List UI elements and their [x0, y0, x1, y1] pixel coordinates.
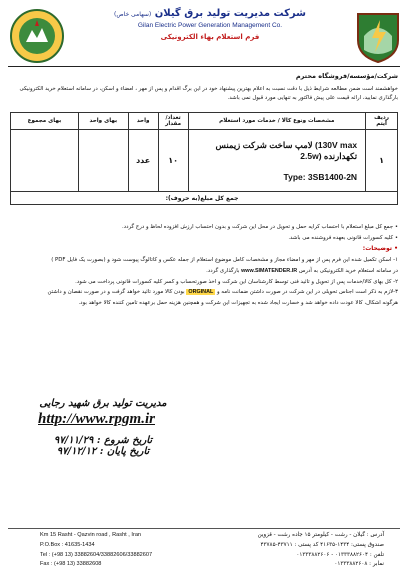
intro-paragraph: خواهشمند است ضمن مطالعه شرایط ذیل با دقت نسبت به اعلام بهترین پیشنهاد خود در این برگ اقدام و پس از مهر ، امضاء و اسکن، در سامانه استعلام خرید الکترونیکی بارگذاری نمایید، ارائه قیمت علی پیش فاکتور به تنهایی مورد قبول نمی باشد.: [19, 86, 398, 102]
footer-fa-tel: تلفن : ۰۱۳۳۳۸۸۲۶۰۴ - ۰۱۳۳۳۸۸۲۶۰۶: [296, 551, 384, 558]
handwritten-annotation: [38, 398, 168, 457]
header-divider: [8, 66, 400, 67]
note-2: ۲- کل بهای کالا/خدمات پس از تحویل و تائید فنی توسط کارشناسان این شرکت و اخذ صورتحساب و کسر کلیه کسورات قانونی پرداخت می شود.: [75, 278, 398, 285]
col-total-header: بهای مجموع: [11, 113, 79, 130]
letterhead: [70, 8, 350, 41]
item-description-line1: لامپ ساخت شرکت زیمنس (130V max 2.5w) تکهدارنده: [215, 139, 358, 161]
footer-fa-fax: نمابر : ۰۱۳۳۳۸۸۲۶۰۸: [334, 561, 384, 568]
note-3a: ۳-لازم به ذکر است اجناس تحویلی در این شرکت در صورت داشتن ضمانت نامه و ORGINAL بودن کالا مورد تائید خواهد گرفت و در صورت نقصان و داشتن: [47, 289, 398, 296]
company-logo: [8, 6, 66, 66]
power-generation-logo: [354, 6, 402, 66]
footer-en-address: Km 15 Rasht - Qazvin road , Rasht , Iran: [40, 532, 142, 538]
col-row-header: ردیف آیتم: [366, 113, 398, 130]
footer-divider: [8, 528, 400, 529]
item-type-line: Type: 3SB1400-2N: [283, 171, 358, 182]
handwritten-url: http://www.rpgm.ir: [38, 411, 155, 427]
handwritten-org-name: مدیریت تولید برق شهید رجایی: [39, 398, 167, 409]
footer-en-pobox: P.O.Box : 41635-1434: [40, 541, 95, 548]
sum-in-words-cell[interactable]: جمع کل مبلغ(به حروف):: [11, 192, 398, 205]
footer-english: [40, 531, 152, 570]
total-price-cell[interactable]: [11, 130, 79, 192]
footer-fa-address: آدرس : گیلان - رشت - کیلومتر ۱۵ جاده رشت - قزوین: [257, 532, 384, 538]
row-number-cell: ۱: [366, 130, 398, 192]
note-1b: در سامانه استعلام خرید الکترونیکی به آدرس www.SIMATENDER.IR بارگذاری گردد.: [206, 267, 398, 274]
inquiry-items-table: [10, 112, 398, 205]
note-pre-1: • جمع کل مبلغ استعلام با احتساب کرایه حمل و تحویل در محل این شرکت و بدون احتساب ارزش افزوده لحاظ و درج گردد.: [122, 224, 398, 230]
col-unit-header: واحد: [128, 113, 158, 130]
footer-fa-pobox: صندوق پستی: ۱۴۳۴-۴۱۶۳۵ کد پستی : ۴۳۷۱۱-۴۳۷۸۵: [260, 541, 384, 548]
note-3c: هرگونه اشکال، کالا عودت داده خواهد شد و خسارت ایجاد شده به تجهیزات این شرکت و همچنین هزینه حمل برعهده تامین کننده کالا خواهد بود.: [78, 300, 398, 307]
table-header-row: [11, 113, 398, 130]
footer-en-tel: Tel : (+98 13) 33882604/33882606/33882607: [40, 551, 153, 558]
sum-row: [11, 192, 398, 205]
form-title: فرم استعلام بهاء الکترونیکی: [160, 33, 260, 41]
qty-cell: ۱۰: [158, 130, 188, 192]
notes-heading: • توضیحات:: [362, 245, 398, 253]
table-row: [11, 130, 398, 192]
addressee-line: شرکت/مؤسسه/فروشگاه محترم: [295, 72, 398, 80]
handwritten-start-date: تاریخ شروع : ۹۷/۱۱/۲۹: [53, 435, 153, 446]
col-unit-price-header: بهای واحد: [78, 113, 128, 130]
note-pre-2: • کلیه کسورات قانونی بعهده فروشنده می باشد.: [288, 234, 398, 241]
handwritten-end-date: تاریخ پایان : ۹۷/۱۲/۱۲: [56, 446, 150, 457]
footer-en-fax: Fax : (+98 13) 33882608: [40, 561, 102, 568]
unit-cell: عدد: [128, 130, 158, 192]
watermark-text: www.SIMATENDER.IR: [241, 267, 298, 274]
notes-section: [10, 222, 398, 309]
footer-persian: [258, 531, 384, 570]
unit-price-cell[interactable]: [78, 130, 128, 192]
col-description-header: مشخصات ونوع کالا / خدمات مورد استعلام: [188, 113, 366, 130]
company-name-en: Gilan Electric Power Generation Management Co.: [137, 22, 283, 29]
original-highlight: ORGINAL: [188, 289, 214, 296]
item-description-cell: [188, 130, 366, 192]
note-1a: ۱- اسکن تکمیل شده این فرم پس از مهر و امضاء مجاز و مشخصات کامل موضوع استعلام از جمله عکس و کاتالوگ پیوست شود و (بصورت یک فایل PDF ): [51, 257, 398, 264]
col-qty-header: تعداد/ مقدار: [158, 113, 188, 130]
company-name-fa: شرکت مدیریت تولید برق گیلان (سهامی خاص): [114, 8, 306, 19]
